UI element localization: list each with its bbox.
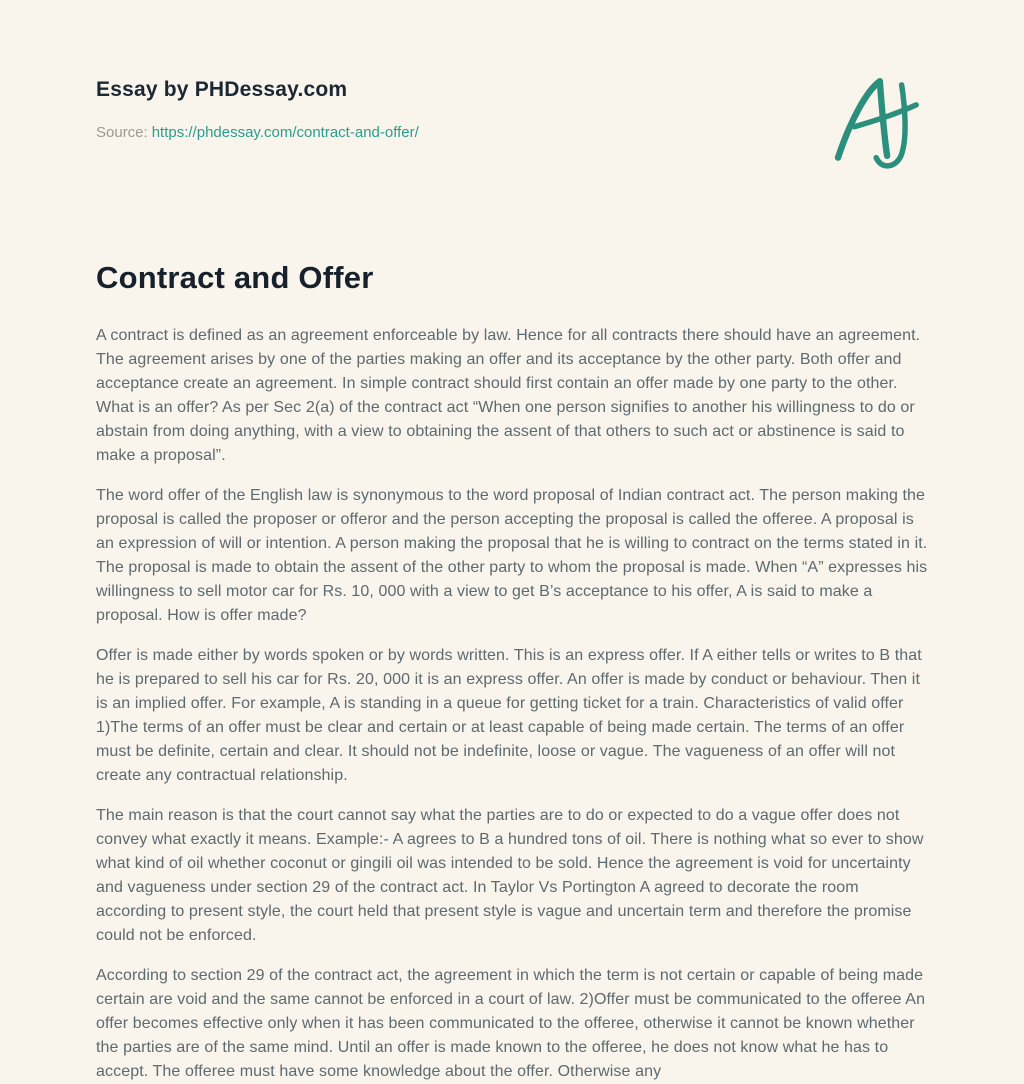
site-title: Essay by PHDessay.com [96,78,348,101]
essay-paragraph: Offer is made either by words spoken or by words written. This is an express offer. If A either tells or writes to B that he is prepared to sell his car for Rs. 20, 000 it is an express offer. An offer is made by conduct or behaviour. Then it is an implied offer. For example, A is standing in a queue for getting ticket for a train. Characteristics of valid offer 1)The terms of an offer must be clear and certain or at least capable of being made certain. The terms of an offer must be definite, certain and clear. It should not be indefinite, loose or vague. The vagueness of an offer will not create any contractual relationship. [96,647,922,784]
essay-body [96,324,928,1084]
source-line [96,124,419,141]
source-label: Source: [96,124,148,141]
essay-page [96,0,928,1084]
essay-paragraph: A contract is defined as an agreement enforceable by law. Hence for all contracts there should have an agreement. The agreement arises by one of the parties making an offer and its acceptance by the other party. Both offer and acceptance create an agreement. In simple contract should first contain an offer made by one party to the other. What is an offer? As per Sec 2(a) of the contract act “When one person signifies to another his willingness to do or abstain from doing anything, with a view to obtaining the assent of that others to such act or abstinence is said to make a proposal”. [96,327,921,464]
a-plus-logo-icon [832,74,924,174]
essay-paragraph: According to section 29 of the contract act, the agreement in which the term is not certain or capable of being made certain are void and the same cannot be enforced in a court of law. 2)Offer must be communicated to the offeree An offer becomes effective only when it has been communicated to the offeree, otherwise it cannot be known whether the parties are of the same mind. Until an offer is made known to the offeree, he does not know what he has to accept. The offeree must have some knowledge about the offer. Otherwise any [96,967,926,1080]
source-url-link[interactable]: https://phdessay.com/contract-and-offer/ [151,124,419,141]
essay-paragraph: The main reason is that the court cannot say what the parties are to do or expected to do a vague offer does not convey what exactly it means. Example:- A agrees to B a hundred tons of oil. There is nothing what so ever to show what kind of oil whether coconut or gingili oil was intended to be sold. Hence the agreement is void for uncertainty and vagueness under section 29 of the contract act. In Taylor Vs Portington A agreed to decorate the room according to present style, the court held that present style is vague and uncertain term and therefore the promise could not be enforced. [96,807,924,944]
essay-title: Contract and Offer [96,260,374,295]
header-text-block [96,74,419,141]
page-header [96,74,928,174]
essay-paragraph: The word offer of the English law is synonymous to the word proposal of Indian contract act. The person making the proposal is called the proposer or offeror and the person accepting the proposal is called the offeree. A proposal is an expression of will or intention. A person making the proposal that he is willing to contract on the terms stated in it. The proposal is made to obtain the assent of the other party to whom the proposal is made. When “A” expresses his willingness to sell motor car for Rs. 10, 000 with a view to get B’s acceptance to his offer, A is said to make a proposal. How is offer made? [96,487,928,624]
